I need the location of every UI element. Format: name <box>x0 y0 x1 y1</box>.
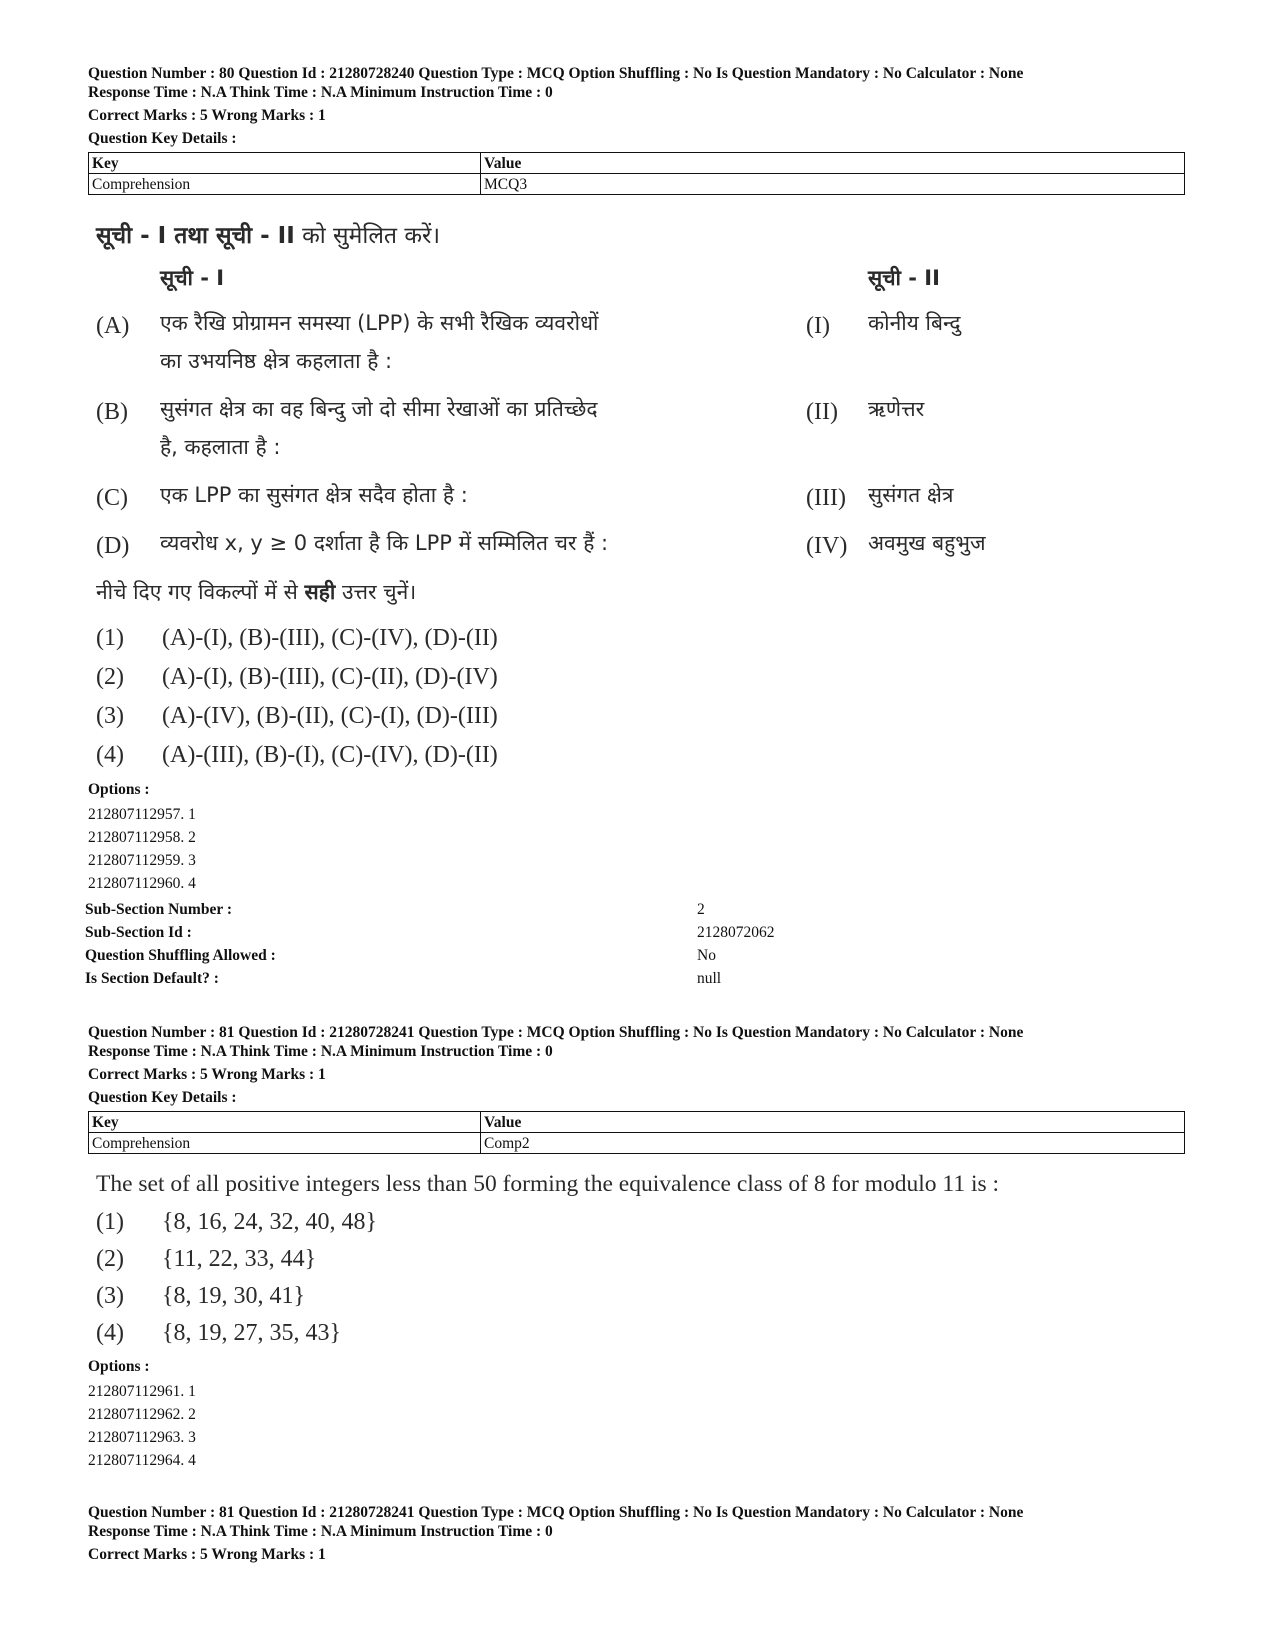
table-header-row <box>89 1112 1185 1133</box>
choose-post: उत्तर चुनें। <box>335 580 417 604</box>
list1-label-a: (A) <box>96 313 130 339</box>
q81-answer-text-3: {8, 19, 30, 41} <box>162 1283 306 1309</box>
list2-label-iii: (III) <box>806 485 846 511</box>
instruction-pre: सूची - I तथा <box>96 223 217 249</box>
q81-options-label: Options : <box>88 1358 150 1375</box>
q80-option-2: 212807112958. 2 <box>88 829 196 846</box>
q80-answer-text-4: (A)-(III), (B)-(I), (C)-(IV), (D)-(II) <box>162 742 498 768</box>
list1-text-a-2: का उभयनिष्ठ क्षेत्र कहलाता है : <box>160 349 393 373</box>
cell-key: Comprehension <box>89 174 481 195</box>
q80-options-label: Options : <box>88 781 150 798</box>
q80-choose-instruction <box>96 578 416 606</box>
section-default-label: Is Section Default? : <box>85 970 219 987</box>
list1-label-b: (B) <box>96 399 128 425</box>
question-shuffling-value: No <box>697 947 716 964</box>
q81b-meta-line2: Response Time : N.A Think Time : N.A Minimum Instruction Time : 0 <box>88 1523 553 1540</box>
choose-bold: सही <box>304 580 336 604</box>
section-default-value: null <box>697 970 722 987</box>
q80-answer-num-3: (3) <box>96 703 124 729</box>
q81b-marks: Correct Marks : 5 Wrong Marks : 1 <box>88 1546 326 1563</box>
list1-text-c-1: एक LPP का सुसंगत क्षेत्र सदैव होता है : <box>160 483 468 507</box>
q80-marks: Correct Marks : 5 Wrong Marks : 1 <box>88 107 326 124</box>
list1-text-b-2: है, कहलाता है : <box>160 435 281 459</box>
q80-answer-text-3: (A)-(IV), (B)-(II), (C)-(I), (D)-(III) <box>162 703 498 729</box>
list2-text-iv: अवमुख बहुभुज <box>868 531 986 555</box>
q80-key-table <box>88 152 1185 195</box>
list2-label-iv: (IV) <box>806 533 848 559</box>
q80-answer-num-2: (2) <box>96 664 124 690</box>
q80-option-1: 212807112957. 1 <box>88 806 196 823</box>
list2-text-i: कोनीय बिन्दु <box>868 311 961 335</box>
q81-option-1: 212807112961. 1 <box>88 1383 196 1400</box>
header-key: Key <box>89 1112 481 1133</box>
q81-answer-num-1: (1) <box>96 1209 124 1235</box>
q81-answer-num-4: (4) <box>96 1320 124 1346</box>
table-row <box>89 174 1185 195</box>
instruction-bold: सूची - II <box>216 223 295 249</box>
q81-answer-text-4: {8, 19, 27, 35, 43} <box>162 1320 342 1346</box>
table-header-row <box>89 153 1185 174</box>
header-value: Value <box>481 1112 1185 1133</box>
q80-option-3: 212807112959. 3 <box>88 852 196 869</box>
list1-text-d-1: व्यवरोध x, y ≥ 0 दर्शाता है कि LPP में सम्मिलित चर हैं : <box>160 531 609 555</box>
q80-instruction <box>96 218 440 250</box>
q81-answer-num-3: (3) <box>96 1283 124 1309</box>
cell-value: Comp2 <box>481 1133 1185 1154</box>
subsection-number-value: 2 <box>697 901 705 918</box>
q81-option-4: 212807112964. 4 <box>88 1452 196 1469</box>
q80-answer-num-4: (4) <box>96 742 124 768</box>
list2-text-iii: सुसंगत क्षेत्र <box>868 483 954 507</box>
q80-answer-text-2: (A)-(I), (B)-(III), (C)-(II), (D)-(IV) <box>162 664 498 690</box>
subsection-id-label: Sub-Section Id : <box>85 924 192 941</box>
q80-option-4: 212807112960. 4 <box>88 875 196 892</box>
list2-title: सूची - II <box>868 266 940 290</box>
q80-key-details-label: Question Key Details : <box>88 130 237 147</box>
subsection-id-value: 2128072062 <box>697 924 775 941</box>
list1-label-d: (D) <box>96 533 130 559</box>
list2-label-i: (I) <box>806 313 830 339</box>
table-row <box>89 1133 1185 1154</box>
q81b-meta-line1: Question Number : 81 Question Id : 21280728241 Question Type : MCQ Option Shuffling : No Is Question Mandatory : No Calculator : None <box>88 1504 1024 1521</box>
q81-meta-line2: Response Time : N.A Think Time : N.A Minimum Instruction Time : 0 <box>88 1043 553 1060</box>
subsection-number-label: Sub-Section Number : <box>85 901 232 918</box>
q81-answer-num-2: (2) <box>96 1246 124 1272</box>
q81-answer-text-1: {8, 16, 24, 32, 40, 48} <box>162 1209 378 1235</box>
q81-question-text: The set of all positive integers less than 50 forming the equivalence class of 8 for modulo 11 is : <box>96 1171 1000 1197</box>
cell-key: Comprehension <box>89 1133 481 1154</box>
list2-text-ii: ऋणेत्तर <box>868 397 925 421</box>
q81-key-table <box>88 1111 1185 1154</box>
instruction-post: को सुमेलित करें। <box>294 223 441 249</box>
q80-meta-line1: Question Number : 80 Question Id : 21280728240 Question Type : MCQ Option Shuffling : No Is Question Mandatory : No Calculator : None <box>88 65 1024 82</box>
list1-label-c: (C) <box>96 485 128 511</box>
list1-text-a-1: एक रैखि प्रोग्रामन समस्या (LPP) के सभी रैखिक व्यवरोधों <box>160 311 599 335</box>
q81-marks: Correct Marks : 5 Wrong Marks : 1 <box>88 1066 326 1083</box>
list1-title: सूची - I <box>160 266 225 290</box>
header-value: Value <box>481 153 1185 174</box>
q80-answer-num-1: (1) <box>96 625 124 651</box>
q81-key-details-label: Question Key Details : <box>88 1089 237 1106</box>
q80-answer-text-1: (A)-(I), (B)-(III), (C)-(IV), (D)-(II) <box>162 625 498 651</box>
list2-label-ii: (II) <box>806 399 838 425</box>
cell-value: MCQ3 <box>481 174 1185 195</box>
question-shuffling-label: Question Shuffling Allowed : <box>85 947 276 964</box>
q81-option-3: 212807112963. 3 <box>88 1429 196 1446</box>
choose-pre: नीचे दिए गए विकल्पों में से <box>96 580 305 604</box>
header-key: Key <box>89 153 481 174</box>
q80-meta-line2: Response Time : N.A Think Time : N.A Minimum Instruction Time : 0 <box>88 84 553 101</box>
q81-option-2: 212807112962. 2 <box>88 1406 196 1423</box>
q81-answer-text-2: {11, 22, 33, 44} <box>162 1246 317 1272</box>
list1-text-b-1: सुसंगत क्षेत्र का वह बिन्दु जो दो सीमा रेखाओं का प्रतिच्छेद <box>160 397 598 421</box>
q81-meta-line1: Question Number : 81 Question Id : 21280728241 Question Type : MCQ Option Shuffling : No Is Question Mandatory : No Calculator : None <box>88 1024 1024 1041</box>
